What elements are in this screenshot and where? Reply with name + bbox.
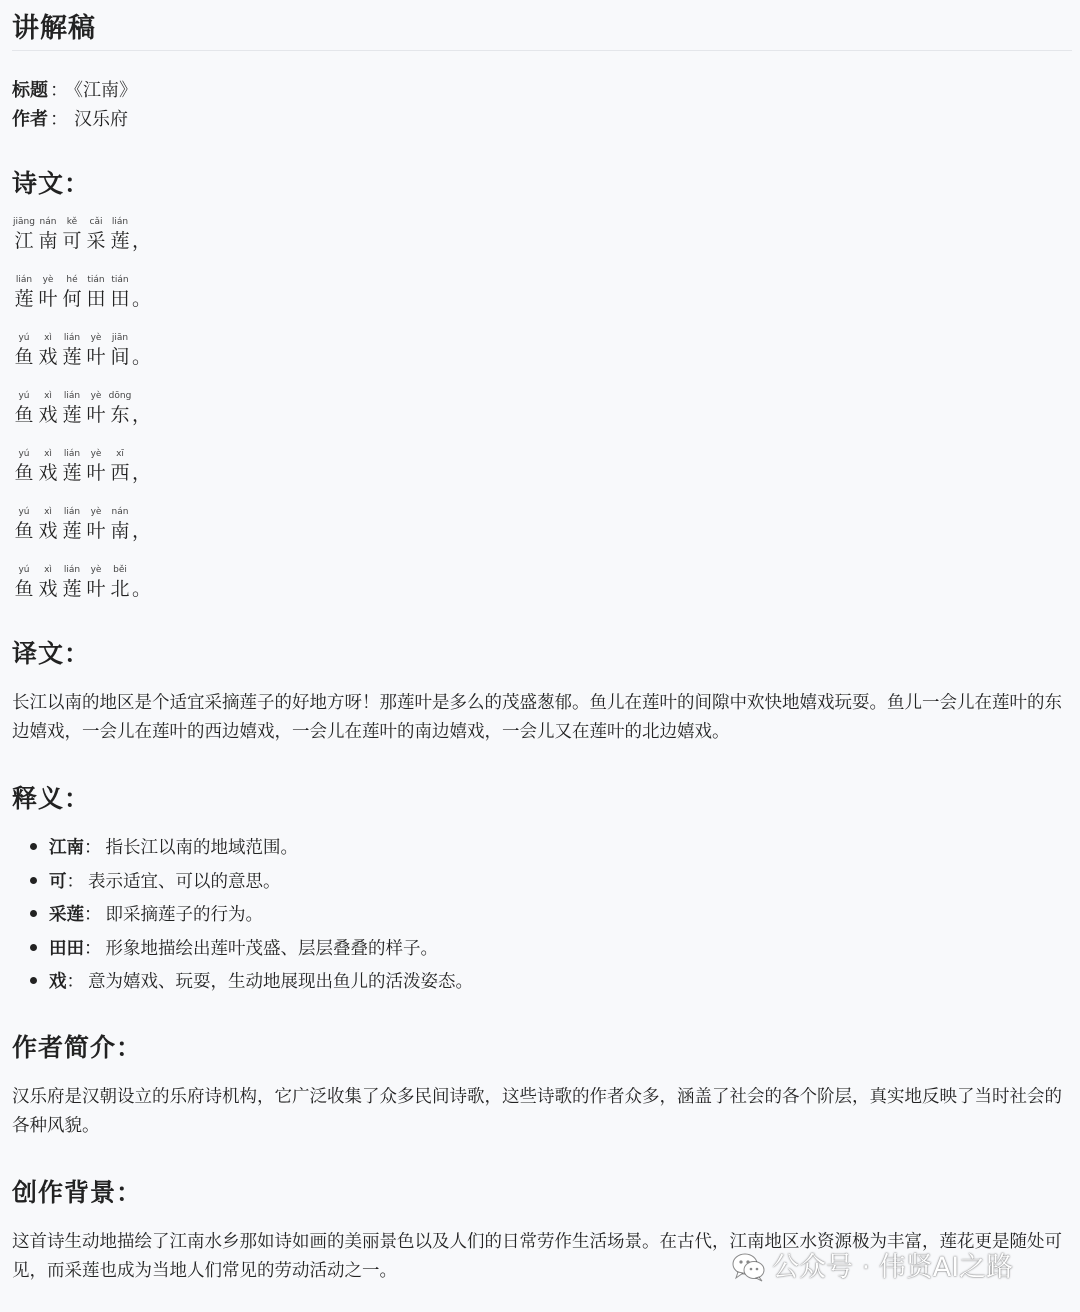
hanzi: 叶 (86, 462, 106, 484)
glossary-colon: ： (84, 838, 102, 858)
meta-author-value: 汉乐府 (74, 109, 128, 130)
pinyin: yú (18, 449, 30, 459)
pinyin: xì (44, 449, 52, 459)
section-heading-poem: 诗文： (12, 169, 91, 198)
glossary-colon: ： (66, 972, 84, 992)
meta-title-value: 《江南》 (74, 80, 137, 101)
pinyin: nán (39, 217, 57, 227)
watermark (732, 1248, 1013, 1288)
bullet-icon (30, 877, 37, 884)
pinyin: lián (15, 275, 33, 285)
section-heading-translation: 译文： (12, 639, 91, 668)
section-heading-background: 创作背景： (12, 1178, 143, 1207)
pinyin: jiāng (13, 217, 35, 227)
pinyin: nán (111, 507, 129, 517)
hanzi: 莲 (110, 230, 130, 252)
hanzi: 戏 (38, 520, 58, 542)
pinyin: lián (63, 449, 81, 459)
hanzi: 北 (110, 578, 130, 600)
pinyin: xì (44, 391, 52, 401)
glossary-definition: 指长江以南的地域范围。 (105, 838, 298, 858)
meta-author-label: 作者 (12, 109, 48, 130)
poem-punctuation: ， (132, 230, 152, 252)
hanzi: 南 (110, 520, 130, 542)
pinyin: tián (87, 275, 105, 285)
pinyin: yú (18, 507, 30, 517)
glossary-definition: 形象地描绘出莲叶茂盛、层层叠叠的样子。 (105, 939, 438, 959)
hanzi: 戏 (38, 346, 58, 368)
page-title: 讲解稿 (12, 13, 96, 44)
pinyin: yè (42, 275, 54, 285)
poem-line (12, 332, 151, 382)
glossary-item (30, 934, 438, 964)
hanzi: 何 (62, 288, 82, 310)
pinyin: lián (63, 333, 81, 343)
pinyin: lián (111, 217, 129, 227)
meta-colon: ： (50, 80, 68, 101)
hanzi: 戏 (38, 578, 58, 600)
hanzi: 叶 (38, 288, 58, 310)
glossary-term: 可 (49, 872, 67, 892)
glossary-term: 采莲 (49, 905, 84, 925)
hanzi: 东 (110, 404, 130, 426)
glossary-term: 戏 (49, 972, 67, 992)
pinyin: xì (44, 507, 52, 517)
watermark-text: 公众号 · 伟贤AI之路 (772, 1252, 1014, 1283)
pinyin: yè (90, 507, 102, 517)
glossary-item (30, 900, 263, 930)
pinyin: lián (63, 507, 81, 517)
poem-punctuation: ， (132, 520, 152, 542)
pinyin: yè (90, 333, 102, 343)
hanzi: 鱼 (14, 578, 34, 600)
hanzi: 南 (38, 230, 58, 252)
pinyin: yè (90, 391, 102, 401)
poem-punctuation: 。 (132, 346, 152, 368)
glossary-definition: 表示适宜、可以的意思。 (88, 872, 281, 892)
poem-char (108, 216, 132, 254)
poem-char (108, 274, 132, 312)
meta-colon: ： (50, 109, 68, 130)
glossary-term: 江南 (49, 838, 84, 858)
hanzi: 莲 (62, 346, 82, 368)
poem-char (108, 506, 132, 544)
meta-author-line (12, 105, 128, 131)
poem-line (12, 390, 151, 440)
pinyin: hé (66, 275, 78, 285)
poem-char (108, 390, 132, 428)
hanzi: 莲 (62, 520, 82, 542)
translation-paragraph: 长江以南的地区是个适宜采摘莲子的好地方呀！那莲叶是多么的茂盛葱郁。鱼儿在莲叶的间隙中欢快地嬉戏玩耍。鱼儿一会儿在莲叶的东边嬉戏，一会儿在莲叶的西边嬉戏，一会儿在莲叶的南边嬉戏，一会儿又在莲叶的北边嬉戏。 (12, 693, 1062, 742)
bullet-icon (30, 910, 37, 917)
pinyin: yú (18, 333, 30, 343)
poem-line (12, 274, 151, 324)
pinyin: yè (90, 565, 102, 575)
poem-line (12, 506, 151, 556)
title-divider (12, 50, 1072, 51)
meta-title-label: 标题 (12, 80, 48, 101)
hanzi: 莲 (14, 288, 34, 310)
hanzi: 鱼 (14, 462, 34, 484)
hanzi: 叶 (86, 520, 106, 542)
glossary-item (30, 833, 298, 863)
pinyin: yè (90, 449, 102, 459)
pinyin: jiān (111, 333, 129, 343)
hanzi: 叶 (86, 404, 106, 426)
pinyin: lián (63, 565, 81, 575)
pinyin: dōng (108, 391, 132, 401)
poem-punctuation: ， (132, 462, 152, 484)
pinyin: xì (44, 565, 52, 575)
poem-char (108, 332, 132, 370)
hanzi: 江 (14, 230, 34, 252)
meta-title-line (12, 76, 137, 102)
poem-punctuation: 。 (132, 288, 152, 310)
hanzi: 田 (110, 288, 130, 310)
hanzi: 间 (110, 346, 130, 368)
pinyin: yú (18, 565, 30, 575)
glossary-term: 田田 (49, 939, 84, 959)
hanzi: 西 (110, 462, 130, 484)
glossary-colon: ： (66, 872, 84, 892)
glossary-colon: ： (84, 905, 102, 925)
wechat-icon (732, 1252, 766, 1282)
hanzi: 戏 (38, 404, 58, 426)
background-paragraph: 这首诗生动地描绘了江南水乡那如诗如画的美丽景色以及人们的日常劳作生活场景。在古代，江南地区水资源极为丰富，莲花更是随处可见，而采莲也成为当地人们常见的劳动活动之一。 (12, 1232, 1062, 1281)
hanzi: 田 (86, 288, 106, 310)
poem-punctuation: 。 (132, 578, 152, 600)
poem-line (12, 564, 151, 614)
bullet-icon (30, 843, 37, 850)
glossary-definition: 即采摘莲子的行为。 (105, 905, 263, 925)
pinyin: xì (44, 333, 52, 343)
hanzi: 莲 (62, 462, 82, 484)
glossary-definition: 意为嬉戏、玩耍，生动地展现出鱼儿的活泼姿态。 (88, 972, 473, 992)
poem-char (108, 448, 132, 486)
glossary-item (30, 867, 281, 897)
section-heading-glossary: 释义： (12, 784, 91, 813)
author-bio-paragraph: 汉乐府是汉朝设立的乐府诗机构，它广泛收集了众多民间诗歌，这些诗歌的作者众多，涵盖了社会的各个阶层，真实地反映了当时社会的各种风貌。 (12, 1087, 1062, 1136)
pinyin: xī (116, 449, 124, 459)
poem-line (12, 448, 151, 498)
hanzi: 莲 (62, 404, 82, 426)
pinyin: yú (18, 391, 30, 401)
pinyin: kě (66, 217, 78, 227)
section-heading-author-bio: 作者简介： (12, 1033, 143, 1062)
glossary-colon: ： (84, 939, 102, 959)
glossary-item (30, 967, 473, 997)
poem-line (12, 216, 151, 266)
pinyin: cǎi (89, 217, 103, 227)
pinyin: lián (63, 391, 81, 401)
bullet-icon (30, 977, 37, 984)
poem-char (108, 564, 132, 602)
hanzi: 叶 (86, 578, 106, 600)
poem-punctuation: ， (132, 404, 152, 426)
pinyin: tián (111, 275, 129, 285)
hanzi: 鱼 (14, 404, 34, 426)
hanzi: 莲 (62, 578, 82, 600)
hanzi: 叶 (86, 346, 106, 368)
hanzi: 戏 (38, 462, 58, 484)
hanzi: 鱼 (14, 346, 34, 368)
hanzi: 可 (62, 230, 82, 252)
pinyin: běi (113, 565, 127, 575)
bullet-icon (30, 944, 37, 951)
hanzi: 鱼 (14, 520, 34, 542)
hanzi: 采 (86, 230, 106, 252)
